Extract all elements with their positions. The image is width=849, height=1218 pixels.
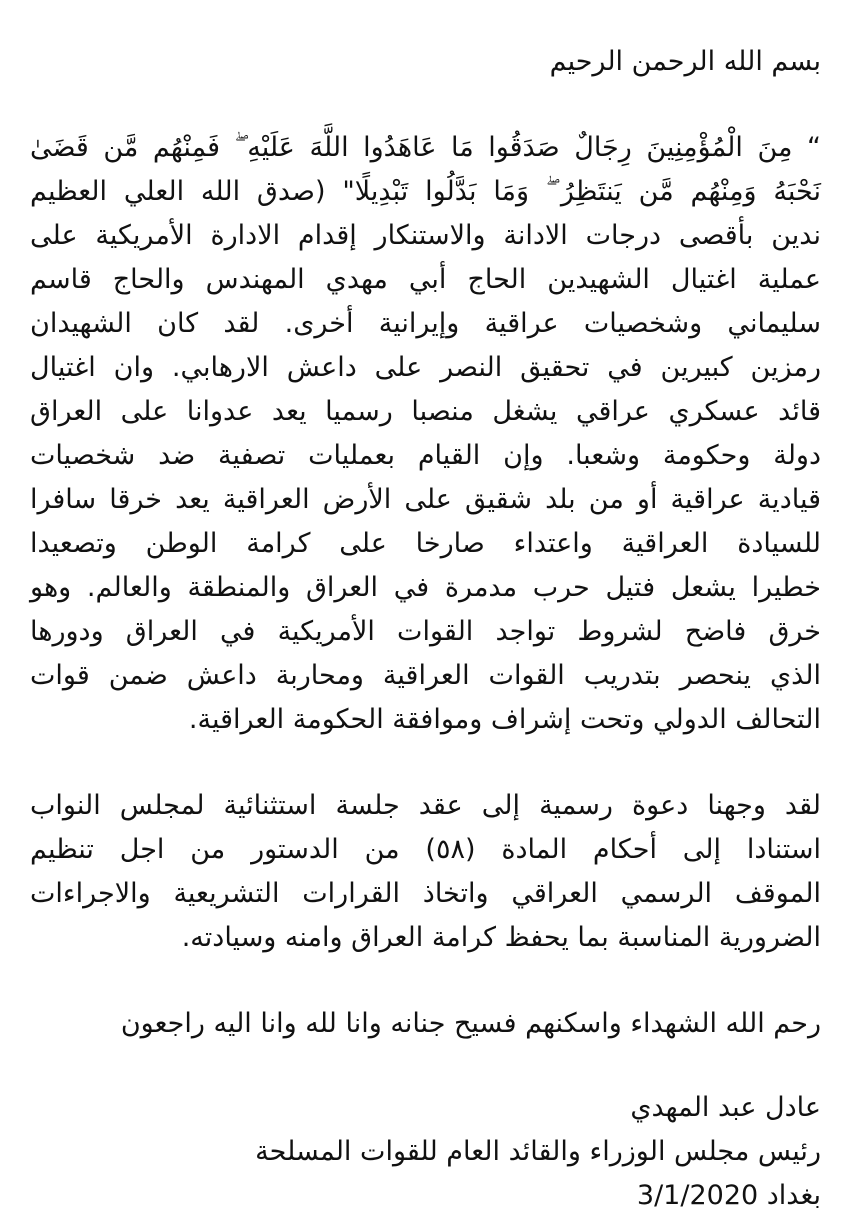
statement-line-9: قيادية عراقية أو من بلد شقيق على الأرض العراقية يعد خرقا سافرا — [30, 484, 821, 515]
closing-prayer: رحم الله الشهداء واسكنهم فسيح جنانه وانا لله وانا اليه راجعون — [120, 1008, 821, 1039]
statement-line-7: قائد عسكري عراقي يشغل منصبا رسميا يعد عدوانا على العراق — [30, 396, 821, 427]
statement-line-4: عملية اغتيال الشهيدين الحاج أبي مهدي المهندس والحاج قاسم — [30, 264, 821, 295]
parliament-line-2: استنادا إلى أحكام المادة (٥٨) من الدستور من اجل تنظيم — [30, 834, 822, 865]
basmala: بسم الله الرحمن الرحيم — [549, 46, 821, 77]
parliament-line-3: الموقف الرسمي العراقي واتخاذ القرارات التشريعية والاجراءات — [30, 878, 821, 909]
paragraph-parliament-call — [30, 784, 821, 960]
statement-line-12: خرق فاضح لشروط تواجد القوات الأمريكية في العراق ودورها — [30, 616, 821, 647]
statement-line-14: التحالف الدولي وتحت إشراف وموافقة الحكومة العراقية. — [188, 704, 821, 735]
spacer — [30, 960, 821, 1002]
signature-block — [30, 1086, 821, 1218]
signatory-name: عادل عبد المهدي — [630, 1092, 821, 1123]
statement-line-5: سليماني وشخصيات عراقية وإيرانية أخرى. لقد كان الشهيدان — [30, 308, 821, 339]
spacer — [30, 1046, 821, 1086]
parliament-line-4: الضرورية المناسبة بما يحفظ كرامة العراق وامنه وسيادته. — [181, 922, 821, 953]
parliament-line-1: لقد وجهنا دعوة رسمية إلى عقد جلسة استثنائية لمجلس النواب — [30, 790, 821, 821]
quran-verse-line-1: “ مِنَ الْمُؤْمِنِينَ رِجَالٌ صَدَقُوا مَا عَاهَدُوا اللَّهَ عَلَيْهِ ۖ فَمِنْهُم مَّن قَضَىٰ — [30, 132, 821, 163]
quran-verse-line-2: نَحْبَهُ وَمِنْهُم مَّن يَنتَظِرُ ۖ وَمَا بَدَّلُوا تَبْدِيلًا" (صدق الله العلي العظيم — [30, 176, 821, 207]
spacer — [30, 742, 821, 784]
statement-line-11: خطيرا يشعل فتيل حرب مدمرة في العراق والمنطقة والعالم. وهو — [30, 572, 821, 603]
signatory-title: رئيس مجلس الوزراء والقائد العام للقوات المسلحة — [255, 1136, 821, 1167]
statement-line-6: رمزين كبيرين في تحقيق النصر على داعش الارهابي. وان اغتيال — [30, 352, 821, 383]
statement-line-8: دولة وحكومة وشعبا. وإن القيام بعمليات تصفية ضد شخصيات — [30, 440, 821, 471]
paragraph-main-statement — [30, 126, 821, 742]
place-and-date: بغداد 3/1/2020 — [636, 1180, 821, 1211]
statement-line-10: للسيادة العراقية واعتداء صارخا على كرامة الوطن وتصعيدا — [30, 528, 821, 559]
statement-line-13: الذي ينحصر بتدريب القوات العراقية ومحاربة داعش ضمن قوات — [30, 660, 821, 691]
spacer — [30, 84, 821, 126]
statement-line-3: ندين بأقصى درجات الادانة والاستنكار إقدام الادارة الأمريكية على — [30, 220, 821, 251]
